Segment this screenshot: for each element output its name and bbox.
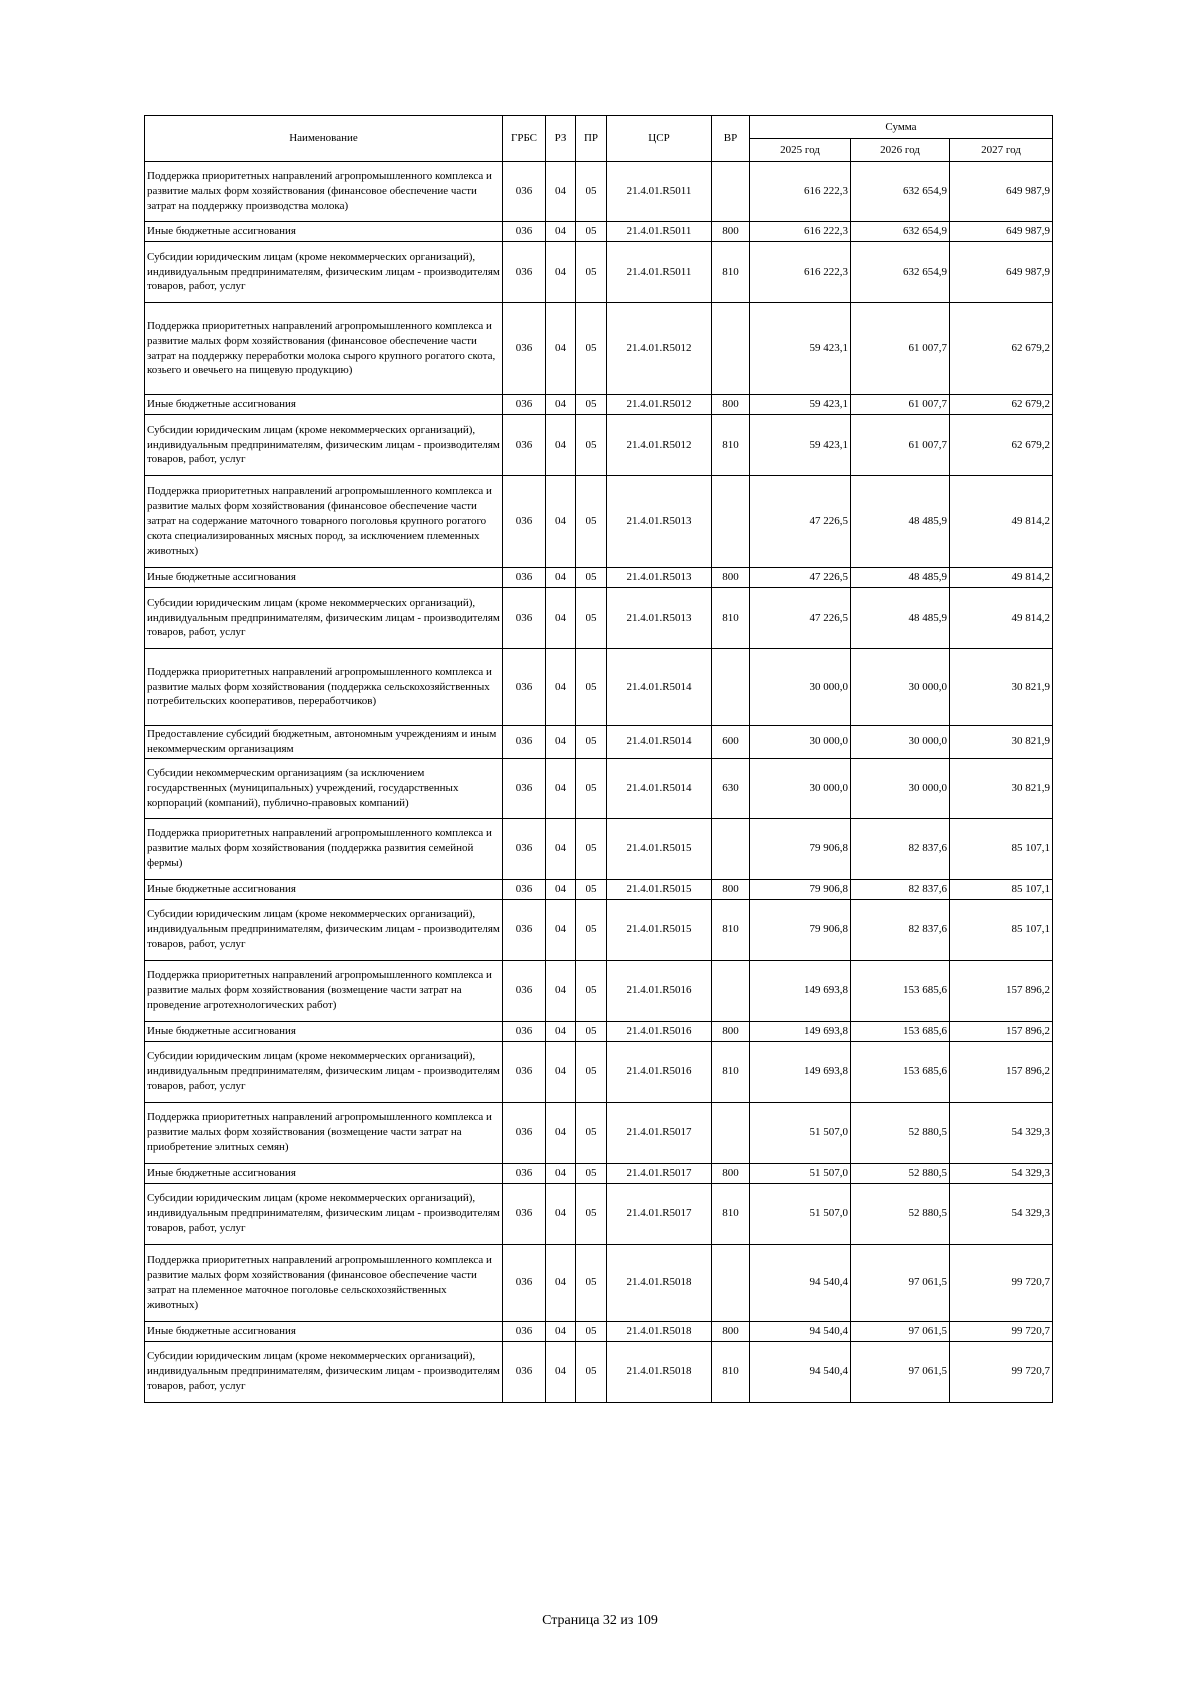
table-row [145, 758, 1053, 818]
row-csr: 21.4.01.R5016 [607, 1041, 712, 1102]
row-csr: 21.4.01.R5018 [607, 1244, 712, 1321]
row-sum-2026: 52 880,5 [851, 1102, 950, 1163]
row-csr: 21.4.01.R5018 [607, 1321, 712, 1341]
row-sum-2027: 99 720,7 [950, 1244, 1053, 1321]
row-rz: 04 [546, 1102, 576, 1163]
row-name: Субсидии юридическим лицам (кроме некоммерческих организаций), индивидуальным предпринимателям, физическим лицам - производителям товаров, работ, услуг [145, 242, 503, 303]
row-sum-2027: 54 329,3 [950, 1102, 1053, 1163]
row-rz: 04 [546, 899, 576, 960]
row-sum-2025: 149 693,8 [750, 960, 851, 1021]
row-grbs: 036 [503, 1041, 546, 1102]
row-csr: 21.4.01.R5016 [607, 960, 712, 1021]
row-name: Поддержка приоритетных направлений агропромышленного комплекса и развитие малых форм хозяйствования (финансовое обеспечение части затрат на поддержку переработки молока сырого крупного рогатого скота, козьего и овечьего на пищевую продукцию) [145, 303, 503, 395]
row-sum-2027: 30 821,9 [950, 726, 1053, 759]
table-row [145, 879, 1053, 899]
row-csr: 21.4.01.R5015 [607, 879, 712, 899]
row-name: Субсидии юридическим лицам (кроме некоммерческих организаций), индивидуальным предпринимателям, физическим лицам - производителям товаров, работ, услуг [145, 588, 503, 649]
row-csr: 21.4.01.R5011 [607, 162, 712, 222]
row-vr: 810 [712, 242, 750, 303]
row-grbs: 036 [503, 476, 546, 568]
row-grbs: 036 [503, 395, 546, 415]
row-csr: 21.4.01.R5012 [607, 415, 712, 476]
row-csr: 21.4.01.R5017 [607, 1183, 712, 1244]
row-sum-2025: 616 222,3 [750, 242, 851, 303]
row-vr: 800 [712, 1021, 750, 1041]
table-row [145, 1183, 1053, 1244]
row-rz: 04 [546, 1041, 576, 1102]
row-sum-2026: 82 837,6 [851, 899, 950, 960]
row-sum-2025: 51 507,0 [750, 1102, 851, 1163]
table-body [145, 162, 1053, 1403]
row-grbs: 036 [503, 879, 546, 899]
table-row [145, 899, 1053, 960]
row-sum-2025: 47 226,5 [750, 476, 851, 568]
table-row [145, 1102, 1053, 1163]
row-vr: 600 [712, 726, 750, 759]
row-sum-2027: 62 679,2 [950, 415, 1053, 476]
row-vr: 800 [712, 1163, 750, 1183]
row-grbs: 036 [503, 415, 546, 476]
row-rz: 04 [546, 568, 576, 588]
row-rz: 04 [546, 1341, 576, 1402]
row-sum-2025: 616 222,3 [750, 222, 851, 242]
row-name: Поддержка приоритетных направлений агропромышленного комплекса и развитие малых форм хозяйствования (финансовое обеспечение части затрат на содержание маточного товарного поголовья крупного рогатого скота специализированных мясных пород, за исключением племенных животных) [145, 476, 503, 568]
row-sum-2026: 632 654,9 [851, 162, 950, 222]
row-csr: 21.4.01.R5016 [607, 1021, 712, 1041]
row-name: Субсидии юридическим лицам (кроме некоммерческих организаций), индивидуальным предпринимателям, физическим лицам - производителям товаров, работ, услуг [145, 1183, 503, 1244]
row-pr: 05 [576, 758, 607, 818]
row-vr: 810 [712, 899, 750, 960]
row-vr: 810 [712, 1341, 750, 1402]
row-name: Субсидии юридическим лицам (кроме некоммерческих организаций), индивидуальным предпринимателям, физическим лицам - производителям товаров, работ, услуг [145, 899, 503, 960]
row-sum-2025: 30 000,0 [750, 726, 851, 759]
row-vr: 800 [712, 1321, 750, 1341]
row-rz: 04 [546, 649, 576, 726]
row-pr: 05 [576, 588, 607, 649]
table-row [145, 415, 1053, 476]
row-rz: 04 [546, 818, 576, 879]
row-grbs: 036 [503, 960, 546, 1021]
row-rz: 04 [546, 1021, 576, 1041]
row-sum-2025: 59 423,1 [750, 303, 851, 395]
row-grbs: 036 [503, 1321, 546, 1341]
row-rz: 04 [546, 960, 576, 1021]
row-sum-2025: 94 540,4 [750, 1244, 851, 1321]
row-name: Поддержка приоритетных направлений агропромышленного комплекса и развитие малых форм хозяйствования (финансовое обеспечение части затрат на поддержку производства молока) [145, 162, 503, 222]
table-row [145, 1341, 1053, 1402]
row-csr: 21.4.01.R5014 [607, 726, 712, 759]
row-rz: 04 [546, 242, 576, 303]
row-sum-2027: 85 107,1 [950, 818, 1053, 879]
row-vr: 630 [712, 758, 750, 818]
row-sum-2027: 49 814,2 [950, 476, 1053, 568]
row-rz: 04 [546, 222, 576, 242]
row-pr: 05 [576, 1102, 607, 1163]
row-sum-2027: 99 720,7 [950, 1341, 1053, 1402]
table-row [145, 395, 1053, 415]
row-sum-2026: 97 061,5 [851, 1244, 950, 1321]
row-vr: 800 [712, 568, 750, 588]
row-sum-2026: 30 000,0 [851, 726, 950, 759]
row-sum-2025: 616 222,3 [750, 162, 851, 222]
row-csr: 21.4.01.R5017 [607, 1102, 712, 1163]
row-sum-2026: 61 007,7 [851, 415, 950, 476]
row-csr: 21.4.01.R5017 [607, 1163, 712, 1183]
row-pr: 05 [576, 395, 607, 415]
row-sum-2027: 85 107,1 [950, 879, 1053, 899]
row-name: Поддержка приоритетных направлений агропромышленного комплекса и развитие малых форм хозяйствования (возмещение части затрат на проведение агротехнологических работ) [145, 960, 503, 1021]
row-sum-2026: 153 685,6 [851, 960, 950, 1021]
row-name: Поддержка приоритетных направлений агропромышленного комплекса и развитие малых форм хозяйствования (финансовое обеспечение части затрат на племенное маточное поголовье сельскохозяйственных животных) [145, 1244, 503, 1321]
row-sum-2027: 157 896,2 [950, 1041, 1053, 1102]
row-pr: 05 [576, 1183, 607, 1244]
header-name: Наименование [145, 116, 503, 162]
row-sum-2026: 52 880,5 [851, 1163, 950, 1183]
row-name: Предоставление субсидий бюджетным, автономным учреждениям и иным некоммерческим организациям [145, 726, 503, 759]
row-sum-2027: 30 821,9 [950, 758, 1053, 818]
row-sum-2026: 48 485,9 [851, 588, 950, 649]
row-pr: 05 [576, 649, 607, 726]
table-row [145, 960, 1053, 1021]
row-rz: 04 [546, 1244, 576, 1321]
row-grbs: 036 [503, 1163, 546, 1183]
row-name: Субсидии юридическим лицам (кроме некоммерческих организаций), индивидуальным предпринимателям, физическим лицам - производителям товаров, работ, услуг [145, 415, 503, 476]
row-rz: 04 [546, 1163, 576, 1183]
row-csr: 21.4.01.R5013 [607, 476, 712, 568]
row-vr: 800 [712, 879, 750, 899]
row-vr: 810 [712, 588, 750, 649]
row-vr: 810 [712, 415, 750, 476]
row-csr: 21.4.01.R5015 [607, 818, 712, 879]
row-sum-2025: 79 906,8 [750, 899, 851, 960]
row-sum-2026: 632 654,9 [851, 222, 950, 242]
row-sum-2025: 47 226,5 [750, 568, 851, 588]
row-rz: 04 [546, 588, 576, 649]
row-grbs: 036 [503, 588, 546, 649]
row-name: Иные бюджетные ассигнования [145, 568, 503, 588]
row-name: Субсидии некоммерческим организациям (за исключением государственных (муниципальных) учреждений, государственных корпораций (компаний), публично-правовых компаний) [145, 758, 503, 818]
row-name: Иные бюджетные ассигнования [145, 222, 503, 242]
row-rz: 04 [546, 726, 576, 759]
row-name: Иные бюджетные ассигнования [145, 1163, 503, 1183]
row-sum-2025: 149 693,8 [750, 1041, 851, 1102]
row-csr: 21.4.01.R5014 [607, 758, 712, 818]
row-sum-2027: 54 329,3 [950, 1183, 1053, 1244]
row-vr: 800 [712, 222, 750, 242]
row-rz: 04 [546, 395, 576, 415]
table-row [145, 818, 1053, 879]
row-grbs: 036 [503, 242, 546, 303]
row-pr: 05 [576, 1041, 607, 1102]
row-sum-2027: 54 329,3 [950, 1163, 1053, 1183]
row-sum-2026: 153 685,6 [851, 1041, 950, 1102]
row-rz: 04 [546, 303, 576, 395]
row-grbs: 036 [503, 649, 546, 726]
row-pr: 05 [576, 1244, 607, 1321]
row-csr: 21.4.01.R5013 [607, 588, 712, 649]
row-sum-2026: 97 061,5 [851, 1341, 950, 1402]
row-sum-2025: 30 000,0 [750, 758, 851, 818]
row-sum-2026: 61 007,7 [851, 303, 950, 395]
table-row [145, 162, 1053, 222]
row-name: Субсидии юридическим лицам (кроме некоммерческих организаций), индивидуальным предпринимателям, физическим лицам - производителям товаров, работ, услуг [145, 1341, 503, 1402]
row-sum-2027: 30 821,9 [950, 649, 1053, 726]
row-csr: 21.4.01.R5011 [607, 242, 712, 303]
row-sum-2025: 94 540,4 [750, 1321, 851, 1341]
table-row [145, 1244, 1053, 1321]
budget-table [144, 115, 1053, 1403]
header-rz: РЗ [546, 116, 576, 162]
row-csr: 21.4.01.R5018 [607, 1341, 712, 1402]
header-2026: 2026 год [851, 139, 950, 162]
row-sum-2025: 51 507,0 [750, 1183, 851, 1244]
table-row [145, 1321, 1053, 1341]
row-sum-2025: 51 507,0 [750, 1163, 851, 1183]
row-pr: 05 [576, 879, 607, 899]
row-grbs: 036 [503, 1102, 546, 1163]
table-row [145, 1021, 1053, 1041]
row-grbs: 036 [503, 1341, 546, 1402]
row-rz: 04 [546, 758, 576, 818]
row-rz: 04 [546, 879, 576, 899]
table-row [145, 303, 1053, 395]
table-header [145, 116, 1053, 162]
table-row [145, 222, 1053, 242]
header-grbs: ГРБС [503, 116, 546, 162]
row-sum-2026: 30 000,0 [851, 649, 950, 726]
row-grbs: 036 [503, 758, 546, 818]
row-vr [712, 1244, 750, 1321]
row-sum-2027: 99 720,7 [950, 1321, 1053, 1341]
row-sum-2025: 30 000,0 [750, 649, 851, 726]
row-grbs: 036 [503, 568, 546, 588]
row-rz: 04 [546, 415, 576, 476]
row-sum-2027: 62 679,2 [950, 395, 1053, 415]
row-sum-2027: 49 814,2 [950, 568, 1053, 588]
row-name: Поддержка приоритетных направлений агропромышленного комплекса и развитие малых форм хозяйствования (возмещение части затрат на приобретение элитных семян) [145, 1102, 503, 1163]
header-vr: ВР [712, 116, 750, 162]
header-pr: ПР [576, 116, 607, 162]
row-vr [712, 476, 750, 568]
row-sum-2027: 649 987,9 [950, 242, 1053, 303]
header-2025: 2025 год [750, 139, 851, 162]
row-csr: 21.4.01.R5014 [607, 649, 712, 726]
row-sum-2026: 632 654,9 [851, 242, 950, 303]
row-name: Иные бюджетные ассигнования [145, 395, 503, 415]
row-csr: 21.4.01.R5011 [607, 222, 712, 242]
row-sum-2027: 649 987,9 [950, 222, 1053, 242]
row-grbs: 036 [503, 726, 546, 759]
row-csr: 21.4.01.R5015 [607, 899, 712, 960]
row-grbs: 036 [503, 303, 546, 395]
row-pr: 05 [576, 960, 607, 1021]
row-pr: 05 [576, 162, 607, 222]
row-grbs: 036 [503, 1183, 546, 1244]
table-row [145, 588, 1053, 649]
row-sum-2026: 82 837,6 [851, 818, 950, 879]
row-pr: 05 [576, 899, 607, 960]
row-sum-2026: 48 485,9 [851, 568, 950, 588]
row-vr [712, 1102, 750, 1163]
row-name: Иные бюджетные ассигнования [145, 1021, 503, 1041]
row-sum-2025: 59 423,1 [750, 415, 851, 476]
row-rz: 04 [546, 1321, 576, 1341]
row-csr: 21.4.01.R5012 [607, 395, 712, 415]
row-name: Иные бюджетные ассигнования [145, 879, 503, 899]
row-pr: 05 [576, 1341, 607, 1402]
row-sum-2026: 30 000,0 [851, 758, 950, 818]
header-2027: 2027 год [950, 139, 1053, 162]
row-sum-2027: 49 814,2 [950, 588, 1053, 649]
row-rz: 04 [546, 1183, 576, 1244]
row-grbs: 036 [503, 818, 546, 879]
row-name: Поддержка приоритетных направлений агропромышленного комплекса и развитие малых форм хозяйствования (поддержка развития семейной фермы) [145, 818, 503, 879]
row-vr [712, 818, 750, 879]
row-rz: 04 [546, 476, 576, 568]
row-sum-2026: 48 485,9 [851, 476, 950, 568]
row-grbs: 036 [503, 162, 546, 222]
row-sum-2026: 82 837,6 [851, 879, 950, 899]
row-pr: 05 [576, 242, 607, 303]
row-sum-2026: 52 880,5 [851, 1183, 950, 1244]
row-vr: 810 [712, 1183, 750, 1244]
row-pr: 05 [576, 1321, 607, 1341]
row-sum-2025: 59 423,1 [750, 395, 851, 415]
table-row [145, 649, 1053, 726]
row-sum-2025: 94 540,4 [750, 1341, 851, 1402]
row-sum-2027: 157 896,2 [950, 960, 1053, 1021]
row-csr: 21.4.01.R5012 [607, 303, 712, 395]
row-sum-2027: 62 679,2 [950, 303, 1053, 395]
row-sum-2027: 85 107,1 [950, 899, 1053, 960]
row-csr: 21.4.01.R5013 [607, 568, 712, 588]
table-row [145, 568, 1053, 588]
row-pr: 05 [576, 303, 607, 395]
row-grbs: 036 [503, 1021, 546, 1041]
row-name: Иные бюджетные ассигнования [145, 1321, 503, 1341]
row-vr [712, 303, 750, 395]
row-pr: 05 [576, 568, 607, 588]
row-sum-2025: 79 906,8 [750, 879, 851, 899]
row-vr [712, 960, 750, 1021]
row-pr: 05 [576, 1163, 607, 1183]
row-sum-2026: 97 061,5 [851, 1321, 950, 1341]
row-pr: 05 [576, 726, 607, 759]
row-pr: 05 [576, 222, 607, 242]
header-sum: Сумма [750, 116, 1053, 139]
header-csr: ЦСР [607, 116, 712, 162]
row-grbs: 036 [503, 899, 546, 960]
table-row [145, 1163, 1053, 1183]
row-rz: 04 [546, 162, 576, 222]
row-vr: 810 [712, 1041, 750, 1102]
table-row [145, 242, 1053, 303]
table-row [145, 1041, 1053, 1102]
row-pr: 05 [576, 415, 607, 476]
table-row [145, 726, 1053, 759]
row-vr [712, 649, 750, 726]
row-sum-2027: 157 896,2 [950, 1021, 1053, 1041]
row-sum-2026: 153 685,6 [851, 1021, 950, 1041]
row-sum-2026: 61 007,7 [851, 395, 950, 415]
row-sum-2025: 149 693,8 [750, 1021, 851, 1041]
row-sum-2027: 649 987,9 [950, 162, 1053, 222]
row-sum-2025: 47 226,5 [750, 588, 851, 649]
row-grbs: 036 [503, 222, 546, 242]
header-row [145, 116, 1053, 139]
page-number: Страница 32 из 109 [542, 1613, 658, 1628]
row-pr: 05 [576, 818, 607, 879]
row-name: Субсидии юридическим лицам (кроме некоммерческих организаций), индивидуальным предпринимателям, физическим лицам - производителям товаров, работ, услуг [145, 1041, 503, 1102]
row-sum-2025: 79 906,8 [750, 818, 851, 879]
row-vr [712, 162, 750, 222]
table-row [145, 476, 1053, 568]
row-pr: 05 [576, 476, 607, 568]
row-vr: 800 [712, 395, 750, 415]
row-pr: 05 [576, 1021, 607, 1041]
row-name: Поддержка приоритетных направлений агропромышленного комплекса и развитие малых форм хозяйствования (поддержка сельскохозяйственных потребительских кооперативов, переработчиков) [145, 649, 503, 726]
row-grbs: 036 [503, 1244, 546, 1321]
